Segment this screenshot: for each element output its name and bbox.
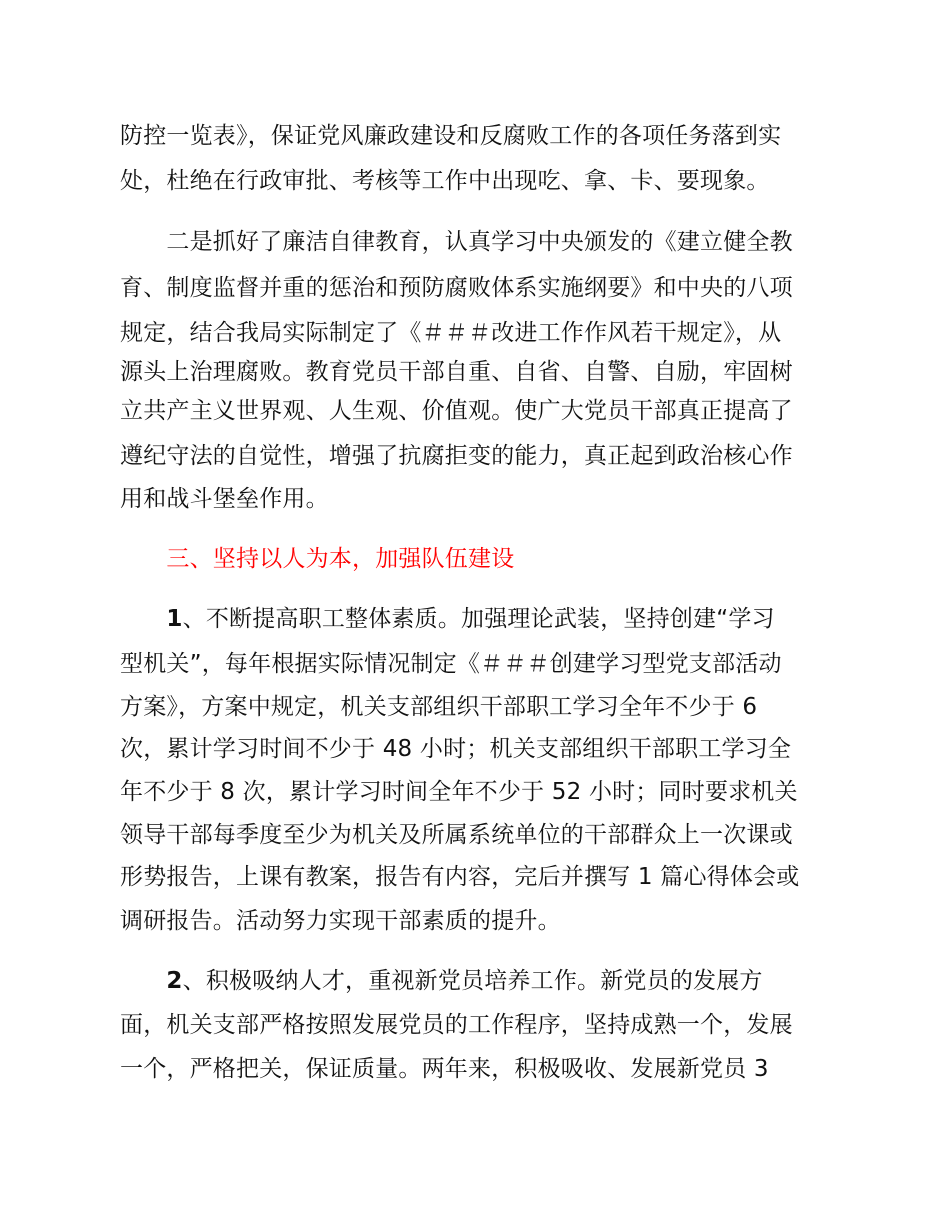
paragraph-line: 领导干部每季度至少为机关及所属系统单位的干部群众上一次课或 [120, 822, 793, 848]
paragraph-line: 遵纪守法的自觉性，增强了抗腐拒变的能力，真正起到政治核心作 [120, 443, 793, 469]
paragraph-line: 规定，结合我局实际制定了《＃＃＃改进工作作风若干规定》，从 [120, 320, 782, 346]
paragraph-line: 形势报告，上课有教案，报告有内容，完后并撰写 1 篇心得体会或 [120, 864, 800, 890]
item-text: 、不断提高职工整体素质。加强理论武装，坚持创建“学习 [182, 606, 775, 632]
paragraph-line: 次，累计学习时间不少于 48 小时；机关支部组织干部职工学习全 [120, 736, 792, 762]
paragraph-line: 一个，严格把关，保证质量。两年来，积极吸收、发展新党员 3 [120, 1056, 769, 1082]
paragraph-line: 用和战斗堡垒作用。 [120, 486, 329, 512]
item-1-first-line [120, 600, 840, 638]
paragraph-line: 面，机关支部严格按照发展党员的工作程序，坚持成熟一个，发展 [120, 1012, 793, 1038]
paragraph-line: 年不少于 8 次，累计学习时间全年不少于 52 小时；同时要求机关 [120, 779, 798, 805]
section-heading: 三、坚持以人为本，加强队伍建设 [120, 546, 515, 572]
paragraph-line: 二是抓好了廉洁自律教育，认真学习中央颁发的《建立健全教 [120, 229, 793, 255]
item-text: 、积极吸纳人才，重视新党员培养工作。新党员的发展方 [182, 968, 763, 994]
paragraph-line: 立共产主义世界观、人生观、价值观。使广大党员干部真正提高了 [120, 398, 793, 424]
paragraph-line: 育、制度监督并重的惩治和预防腐败体系实施纲要》和中央的八项 [120, 275, 793, 301]
paragraph-line: 处，杜绝在行政审批、考核等工作中出现吃、拿、卡、要现象。 [120, 168, 770, 194]
item-2-first-line [120, 962, 840, 1000]
paragraph-line: 调研报告。活动努力实现干部素质的提升。 [120, 908, 561, 934]
item-number: 2 [166, 968, 183, 994]
item-number: 1 [166, 606, 183, 632]
paragraph-line: 型机关”，每年根据实际情况制定《＃＃＃创建学习型党支部活动 [120, 651, 782, 677]
paragraph-line: 源头上治理腐败。教育党员干部自重、自省、自警、自励，牢固树 [120, 359, 793, 385]
paragraph-line: 方案》，方案中规定，机关支部组织干部职工学习全年不少于 6 [120, 694, 758, 720]
paragraph-line: 防控一览表》，保证党风廉政建设和反腐败工作的各项任务落到实 [120, 123, 782, 149]
